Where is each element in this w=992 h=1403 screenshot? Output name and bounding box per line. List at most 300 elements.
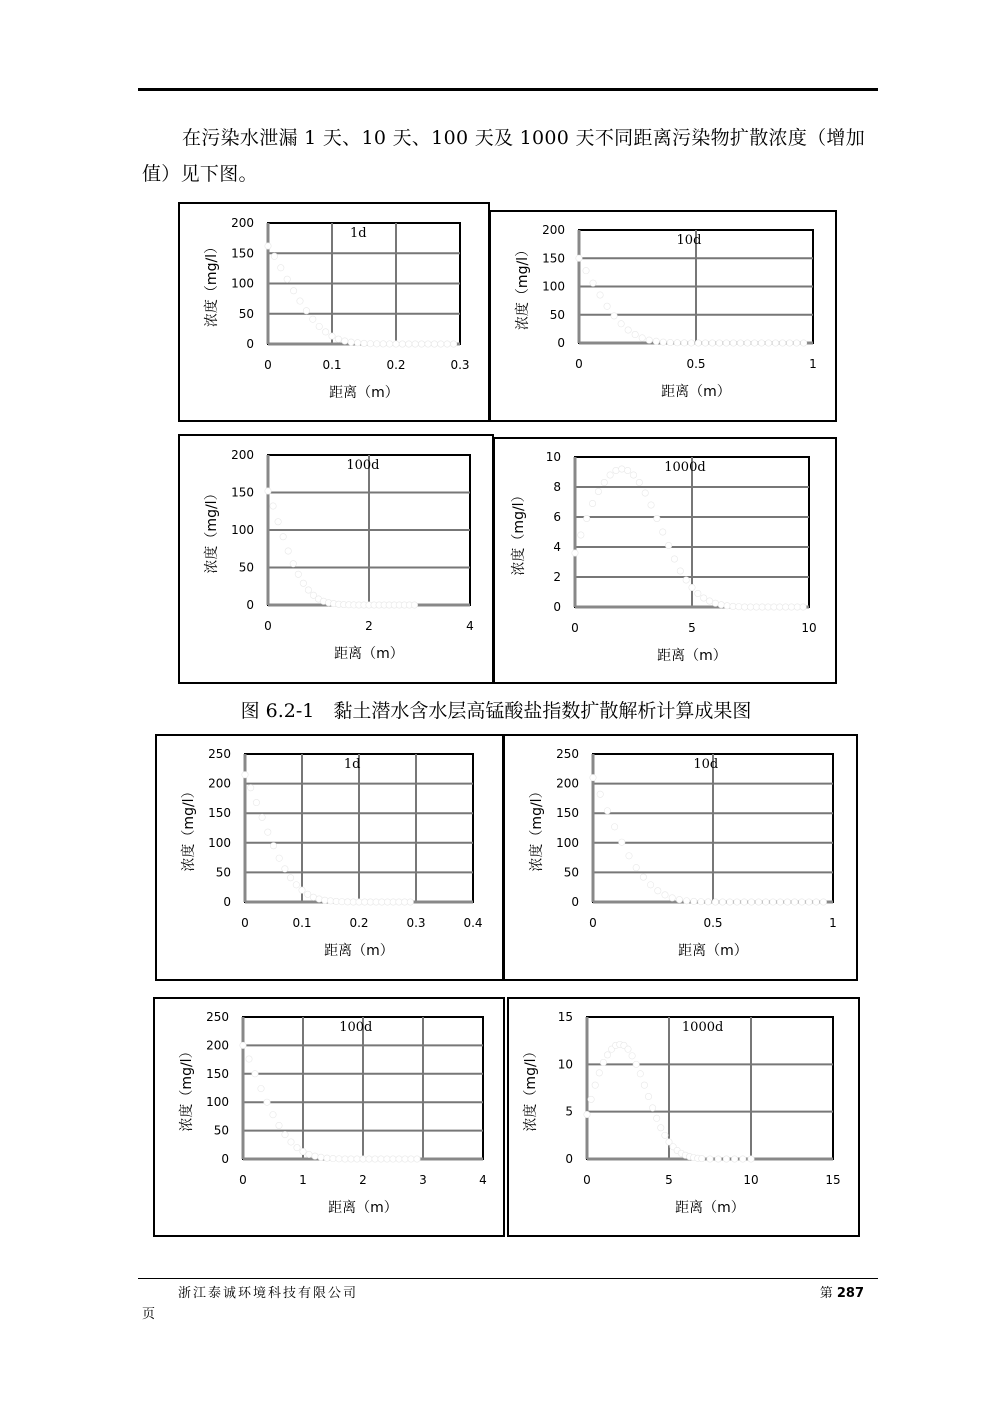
data-point (418, 341, 424, 347)
data-point (813, 899, 819, 905)
data-point (674, 340, 680, 346)
y-tick-label: 0 (557, 336, 565, 350)
data-point (748, 899, 754, 905)
y-axis-label: 浓度（mg/l） (511, 488, 527, 576)
data-point (278, 265, 284, 271)
chart-2c-100d (153, 997, 505, 1237)
data-point (707, 1156, 713, 1162)
data-point (618, 321, 624, 327)
data-point (759, 604, 765, 610)
data-point (765, 604, 771, 610)
footer-page-prefix: 第 (819, 1286, 833, 1301)
data-point (706, 598, 712, 604)
data-point (731, 1156, 737, 1162)
chart-2d-1000d (507, 997, 860, 1237)
x-tick-label: 0.3 (450, 358, 470, 372)
data-point (354, 1156, 360, 1162)
data-point (649, 1105, 655, 1111)
data-point (354, 340, 360, 346)
y-tick-label: 100 (556, 835, 579, 850)
data-point (683, 898, 689, 904)
data-point (276, 1122, 282, 1128)
data-point (589, 500, 595, 506)
data-point (584, 515, 590, 521)
data-point (639, 335, 645, 341)
data-point (597, 791, 603, 797)
data-point (305, 891, 311, 897)
data-point (800, 340, 806, 346)
data-point (305, 587, 311, 593)
data-point (640, 874, 646, 880)
chart-2b-10d (503, 734, 858, 981)
data-point (613, 467, 619, 473)
data-point (734, 899, 740, 905)
y-tick-label: 0 (246, 598, 254, 612)
y-tick-label: 10 (557, 1057, 573, 1072)
footer-company: 浙江泰诚环境科技有限公司 (178, 1286, 359, 1301)
x-tick-label: 0 (264, 619, 272, 633)
data-point (753, 604, 759, 610)
data-point (655, 888, 661, 894)
y-tick-label: 100 (542, 279, 565, 294)
data-point (737, 340, 743, 346)
data-point (741, 604, 747, 610)
data-point (629, 1053, 635, 1059)
data-point (777, 899, 783, 905)
data-point (265, 243, 271, 249)
data-point (653, 338, 659, 344)
y-axis-label: 浓度（mg/l） (179, 1044, 195, 1132)
data-point (723, 340, 729, 346)
data-point (799, 899, 805, 905)
data-point (407, 899, 413, 905)
data-point (290, 561, 296, 567)
data-point (724, 603, 730, 609)
data-point (648, 502, 654, 508)
data-point (660, 339, 666, 345)
data-point (604, 808, 610, 814)
y-tick-label: 200 (231, 448, 254, 462)
data-point (770, 899, 776, 905)
data-point (744, 340, 750, 346)
data-point (695, 590, 701, 596)
x-axis-label: 距离（m） (675, 1200, 745, 1216)
data-point (747, 604, 753, 610)
series-annotation: 10d (693, 757, 719, 772)
x-axis-label: 距离（m） (661, 384, 731, 400)
data-point (701, 595, 707, 601)
data-point (342, 338, 348, 344)
data-point (380, 341, 386, 347)
data-point (265, 829, 271, 835)
data-point (253, 799, 259, 805)
data-point (366, 1156, 372, 1162)
chart-1c-100d (178, 434, 494, 684)
data-point (604, 1052, 610, 1058)
data-point (242, 772, 248, 778)
data-point (633, 864, 639, 870)
y-tick-label: 200 (206, 1038, 229, 1053)
series-annotation: 1d (343, 757, 361, 772)
x-tick-label: 2 (359, 1173, 367, 1187)
chart-svg (180, 204, 488, 420)
data-point (755, 899, 761, 905)
data-point (788, 604, 794, 610)
data-point (324, 1155, 330, 1161)
x-tick-label: 4 (466, 619, 474, 633)
data-point (691, 898, 697, 904)
y-tick-label: 50 (215, 865, 231, 880)
y-tick-label: 250 (208, 747, 231, 761)
y-tick-label: 8 (553, 480, 561, 494)
data-point (584, 1111, 590, 1117)
data-point (408, 1156, 414, 1162)
data-point (662, 892, 668, 898)
data-point (665, 542, 671, 548)
data-point (360, 1156, 366, 1162)
y-tick-label: 0 (246, 337, 254, 351)
data-point (633, 1061, 639, 1067)
data-point (303, 308, 309, 314)
data-point (683, 577, 689, 583)
chart-svg (491, 212, 835, 420)
y-tick-label: 50 (238, 560, 254, 575)
data-point (793, 340, 799, 346)
data-point (285, 548, 291, 554)
data-point (282, 1131, 288, 1137)
y-tick-label: 50 (238, 306, 254, 321)
data-point (361, 340, 367, 346)
data-point (688, 340, 694, 346)
data-point (399, 341, 405, 347)
data-point (431, 341, 437, 347)
data-point (294, 1144, 300, 1150)
y-tick-label: 5 (565, 1104, 573, 1119)
data-point (336, 1156, 342, 1162)
data-point (611, 313, 617, 319)
data-point (596, 1070, 602, 1076)
chart-svg (495, 439, 835, 682)
y-tick-label: 100 (206, 1095, 229, 1110)
data-point (322, 897, 328, 903)
chart-svg (505, 736, 856, 979)
data-point (771, 604, 777, 610)
data-point (450, 341, 456, 347)
x-tick-label: 4 (479, 1173, 487, 1187)
data-point (576, 255, 582, 261)
data-point (791, 899, 797, 905)
data-point (384, 1156, 390, 1162)
data-point (342, 1156, 348, 1162)
x-tick-label: 0.5 (703, 916, 723, 930)
chart-1b-10d (489, 210, 837, 422)
header-rule (138, 88, 878, 91)
body-paragraph: 在污染水泄漏 1 天、10 天、100 天及 1000 天不同距离污染物扩散浓度（增加值）见下图。 (142, 127, 866, 185)
data-point (270, 1111, 276, 1117)
data-point (625, 327, 631, 333)
data-point (632, 331, 638, 337)
data-point (282, 866, 288, 872)
footer-page-suffix: 页 (142, 1307, 156, 1322)
data-point (240, 1042, 246, 1048)
chart-svg (155, 999, 503, 1235)
data-point (438, 341, 444, 347)
data-point (658, 1125, 664, 1131)
data-point (699, 1155, 705, 1161)
data-point (322, 329, 328, 335)
data-point (709, 340, 715, 346)
series-annotation: 1000d (664, 460, 706, 475)
data-point (412, 341, 418, 347)
data-point (654, 515, 660, 521)
y-tick-label: 10 (545, 450, 561, 464)
data-point (677, 568, 683, 574)
data-point (641, 1082, 647, 1088)
y-axis-label: 浓度（mg/l） (204, 239, 220, 328)
data-point (630, 472, 636, 478)
data-point (695, 340, 701, 346)
data-point (702, 340, 708, 346)
data-point (393, 341, 399, 347)
data-point (270, 503, 276, 509)
data-point (611, 824, 617, 830)
data-point (595, 488, 601, 494)
data-point (444, 341, 450, 347)
data-point (310, 316, 316, 322)
data-point (378, 1156, 384, 1162)
y-tick-label: 150 (231, 485, 254, 500)
y-axis-label: 浓度（mg/l） (523, 1044, 539, 1132)
x-tick-label: 0 (589, 916, 597, 930)
data-point (248, 785, 254, 791)
data-point (671, 556, 677, 562)
data-point (806, 899, 812, 905)
footer-page-value: 287 (836, 1286, 864, 1301)
x-tick-label: 10 (801, 621, 817, 635)
data-point (712, 600, 718, 606)
data-point (800, 604, 806, 610)
data-point (597, 292, 603, 298)
data-point (396, 1156, 402, 1162)
data-point (390, 1156, 396, 1162)
x-tick-label: 0.1 (292, 916, 312, 930)
data-point (386, 341, 392, 347)
x-axis-label: 距离（m） (328, 1200, 398, 1216)
data-point (758, 340, 764, 346)
y-tick-label: 0 (553, 600, 561, 614)
data-point (604, 303, 610, 309)
data-point (647, 882, 653, 888)
x-tick-label: 0.2 (349, 916, 369, 930)
x-axis-label: 距离（m） (334, 646, 404, 662)
x-tick-label: 1 (299, 1173, 307, 1187)
data-point (295, 571, 301, 577)
x-tick-label: 5 (688, 621, 696, 635)
x-tick-label: 10 (743, 1173, 759, 1187)
y-tick-label: 50 (563, 865, 579, 880)
y-tick-label: 250 (206, 1010, 229, 1024)
x-axis-label: 距离（m） (329, 385, 399, 401)
y-tick-label: 2 (553, 570, 561, 584)
data-point (276, 855, 282, 861)
chart-1d-1000d (493, 437, 837, 684)
data-point (730, 340, 736, 346)
x-axis-label: 距离（m） (324, 943, 394, 959)
series-annotation: 100d (346, 458, 380, 473)
data-point (716, 340, 722, 346)
data-point (645, 1093, 651, 1099)
chart-1a-1d (178, 202, 490, 422)
data-point (751, 340, 757, 346)
data-point (689, 584, 695, 590)
data-point (288, 1139, 294, 1145)
data-point (402, 1156, 408, 1162)
data-point (572, 550, 578, 556)
data-point (779, 340, 785, 346)
x-tick-label: 0 (264, 358, 272, 372)
y-tick-label: 200 (231, 216, 254, 230)
data-point (740, 1156, 746, 1162)
data-point (681, 340, 687, 346)
x-tick-label: 0 (241, 916, 249, 930)
data-point (794, 604, 800, 610)
data-point (246, 1056, 252, 1062)
x-tick-label: 0 (583, 1173, 591, 1187)
chart-svg (180, 436, 492, 682)
data-point (264, 1099, 270, 1105)
data-point (275, 519, 281, 525)
data-point (637, 1071, 643, 1077)
x-tick-label: 15 (825, 1173, 841, 1187)
data-point (730, 603, 736, 609)
data-point (667, 339, 673, 345)
data-point (763, 899, 769, 905)
data-point (784, 899, 790, 905)
data-point (316, 896, 322, 902)
data-point (316, 323, 322, 329)
data-point (772, 340, 778, 346)
data-point (271, 253, 277, 259)
chart-svg (509, 999, 858, 1235)
y-tick-label: 150 (208, 806, 231, 821)
x-tick-label: 0 (571, 621, 579, 635)
data-point (619, 839, 625, 845)
x-tick-label: 0.4 (463, 916, 483, 930)
x-tick-label: 3 (419, 1173, 427, 1187)
y-tick-label: 0 (571, 895, 579, 909)
x-tick-label: 0 (575, 357, 583, 371)
series-annotation: 1d (349, 226, 367, 241)
data-point (676, 896, 682, 902)
series-annotation: 10d (676, 233, 702, 248)
data-point (299, 887, 305, 893)
data-point (252, 1071, 258, 1077)
footer-rule (138, 1278, 878, 1279)
x-tick-label: 0.2 (386, 358, 406, 372)
x-tick-label: 2 (365, 619, 373, 633)
y-tick-label: 150 (206, 1066, 229, 1081)
data-point (765, 340, 771, 346)
data-point (583, 267, 589, 273)
y-axis-label: 浓度（mg/l） (204, 486, 220, 574)
data-point (280, 534, 286, 540)
data-point (607, 472, 613, 478)
data-point (619, 466, 625, 472)
data-point (727, 899, 733, 905)
data-point (318, 1154, 324, 1160)
y-tick-label: 6 (553, 510, 561, 524)
data-point (374, 341, 380, 347)
y-axis-label: 浓度（mg/l） (515, 242, 531, 331)
data-point (329, 333, 335, 339)
data-point (290, 288, 296, 294)
y-tick-label: 100 (231, 523, 254, 537)
chart-2a-1d (155, 734, 504, 981)
x-tick-label: 5 (665, 1173, 673, 1187)
x-tick-label: 0 (239, 1173, 247, 1187)
y-tick-label: 150 (556, 806, 579, 821)
data-point (600, 1059, 606, 1065)
data-point (411, 602, 417, 608)
data-point (293, 882, 299, 888)
series-annotation: 100d (339, 1020, 373, 1035)
data-point (284, 276, 290, 282)
data-point (592, 1082, 598, 1088)
data-point (590, 280, 596, 286)
data-point (588, 1096, 594, 1102)
y-tick-label: 4 (553, 540, 561, 554)
data-point (820, 899, 826, 905)
chart-svg (157, 736, 502, 979)
data-point (578, 532, 584, 538)
y-tick-label: 100 (231, 276, 254, 291)
x-tick-label: 0.1 (322, 358, 342, 372)
data-point (367, 340, 373, 346)
data-point (265, 488, 271, 494)
data-point (654, 1115, 660, 1121)
y-tick-label: 0 (565, 1152, 573, 1166)
y-axis-label: 浓度（mg/l） (529, 784, 545, 872)
data-point (335, 336, 341, 342)
y-tick-label: 200 (208, 776, 231, 791)
figure-caption: 图 6.2-1 黏土潜水含水层高锰酸盐指数扩散解析计算成果图 (240, 700, 752, 722)
y-tick-label: 150 (231, 246, 254, 261)
y-tick-label: 0 (223, 895, 231, 909)
y-tick-label: 150 (542, 251, 565, 266)
data-point (698, 899, 704, 905)
data-point (712, 899, 718, 905)
y-tick-label: 250 (556, 747, 579, 761)
data-point (782, 604, 788, 610)
data-point (270, 843, 276, 849)
data-point (669, 895, 675, 901)
y-tick-label: 50 (213, 1123, 229, 1138)
x-axis-label: 距离（m） (657, 648, 727, 664)
data-point (297, 298, 303, 304)
data-point (625, 1046, 631, 1052)
data-point (715, 1156, 721, 1162)
data-point (660, 529, 666, 535)
y-tick-label: 100 (208, 835, 231, 850)
y-axis-label: 浓度（mg/l） (181, 784, 197, 872)
y-tick-label: 15 (557, 1010, 573, 1024)
data-point (348, 1156, 354, 1162)
x-tick-label: 1 (809, 357, 817, 371)
x-tick-label: 1 (829, 916, 837, 930)
data-point (287, 875, 293, 881)
plot-area (587, 1017, 833, 1159)
data-point (636, 479, 642, 485)
